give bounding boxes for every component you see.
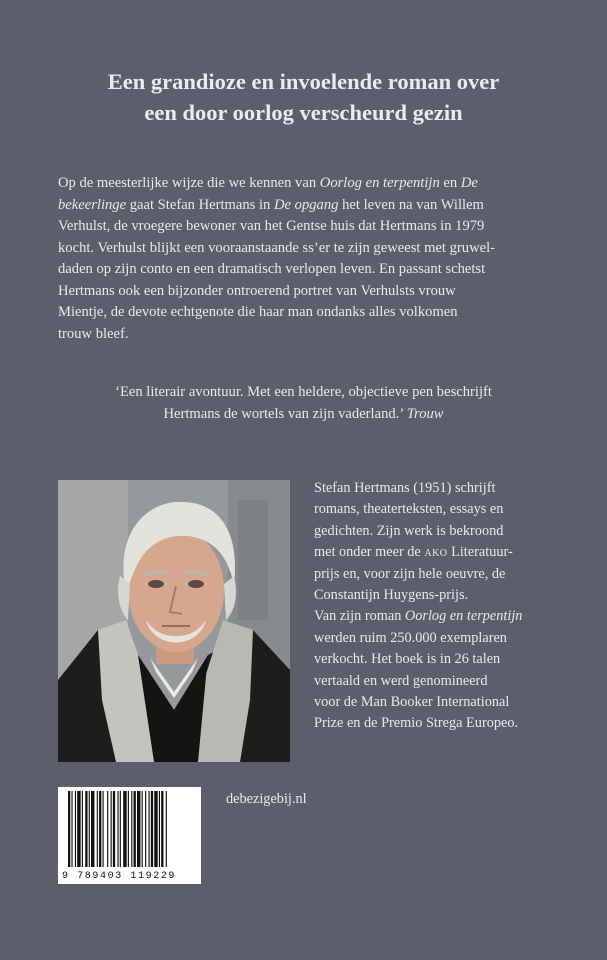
barcode-bar	[75, 791, 76, 867]
bio-line	[314, 606, 574, 627]
bio-line: werden ruim 250.000 exemplaren	[314, 629, 507, 646]
barcode-bar	[154, 791, 157, 867]
barcode-bars	[58, 787, 201, 871]
book-description	[58, 173, 558, 345]
review-quote	[40, 382, 567, 425]
barcode-bar	[151, 791, 153, 867]
description-line	[58, 195, 558, 217]
author-photo	[58, 480, 290, 762]
barcode-bar	[77, 791, 80, 867]
barcode-bar	[71, 791, 72, 867]
text: Op de meesterlijke wijze die we kennen van	[58, 175, 320, 191]
bio-line: gedichten. Zijn werk is bekroond	[314, 522, 504, 539]
isbn-number: 9 789403 119229	[62, 871, 177, 882]
barcode-bar	[68, 791, 70, 867]
bio-line: Constantijn Huygens-prijs.	[314, 586, 469, 603]
text: Literatuur-	[447, 544, 513, 561]
quote-source: Trouw	[406, 405, 444, 422]
bio-line: prijs en, voor zijn hele oeuvre, de	[314, 565, 506, 582]
author-portrait-illustration	[58, 480, 290, 762]
barcode-bar	[85, 791, 87, 867]
barcode-bar	[149, 791, 150, 867]
text: het leven na van Willem	[338, 196, 484, 213]
barcode-bar	[97, 791, 98, 867]
barcode-bar	[82, 791, 83, 867]
description-line: Mientje, de devote echtgenote die haar man ondanks alles volkomen	[58, 304, 458, 320]
barcode-bar	[111, 791, 112, 867]
barcode-bar	[128, 791, 129, 867]
headline	[40, 66, 567, 128]
barcode-bar	[89, 791, 90, 867]
bio-line: romans, theaterteksten, essays en	[314, 501, 504, 518]
barcode-bar	[117, 791, 118, 867]
quote-line-1: ‘Een literair avontuur. Met een heldere, objectieve pen beschrijft	[115, 384, 492, 400]
title-oorlog-en-terpentijn: Oorlog en terpentijn	[319, 175, 440, 191]
barcode-bar	[120, 791, 121, 867]
barcode-bar	[145, 791, 146, 867]
quote-line-2	[40, 404, 567, 426]
barcode-bar	[166, 791, 167, 867]
description-line: kocht. Verhulst blijkt een vooraanstaande ss’er te zijn geweest met gruwel-	[58, 239, 495, 256]
text: met onder meer de	[314, 544, 425, 561]
barcode-bar	[161, 791, 163, 867]
description-line: Hertmans ook een bijzonder ontroerend portret van Verhulsts vrouw	[58, 282, 456, 299]
bio-line: verkocht. Het boek is in 26 talen	[314, 651, 501, 668]
isbn-barcode	[58, 787, 201, 884]
publisher-website[interactable]: debezigebij.nl	[226, 791, 307, 807]
description-line: trouw bleef.	[58, 325, 129, 342]
barcode-bar	[123, 791, 126, 867]
barcode-bar	[137, 791, 140, 867]
description-line: daden op zijn conto en een dramatisch verlopen leven. En passant schetst	[58, 261, 486, 277]
barcode-bar	[159, 791, 160, 867]
bio-line	[314, 542, 574, 563]
barcode-bar	[142, 791, 143, 867]
barcode-bar	[103, 791, 104, 867]
headline-line-1: Een grandioze en invoelende roman over	[107, 69, 500, 94]
text: en	[439, 175, 461, 191]
bio-line: voor de Man Booker International	[314, 693, 510, 710]
title-de-opgang: De opgang	[274, 196, 339, 213]
barcode-bar	[107, 791, 108, 867]
headline-line-2: een door oorlog verscheurd gezin	[144, 100, 463, 125]
barcode-bar	[91, 791, 94, 867]
bio-line: vertaald en werd genomineerd	[314, 672, 488, 689]
description-line	[58, 173, 558, 195]
title-de-bekeerlinge: De	[460, 175, 478, 191]
bio-line: Prize en de Premio Strega Europeo.	[314, 715, 519, 732]
title-de-bekeerlinge-cont: bekeerlinge	[58, 196, 127, 213]
barcode-bar	[131, 791, 132, 867]
barcode-bar	[113, 791, 115, 867]
bio-line: Stefan Hertmans (1951) schrijft	[314, 480, 496, 496]
description-line: Verhulst, de vroegere bewoner van het Gentse huis dat Hertmans in 1979	[58, 218, 485, 234]
ako-prize-name: ako	[424, 544, 448, 561]
barcode-bar	[99, 791, 101, 867]
author-bio	[314, 478, 574, 735]
text: Van zijn roman	[314, 608, 405, 625]
title-oorlog-en-terpentijn: Oorlog en terpentijn	[404, 608, 523, 625]
barcode-bar	[134, 791, 136, 867]
text: gaat Stefan Hertmans in	[126, 196, 274, 213]
quote-text: Hertmans de wortels van zijn vaderland.’	[163, 405, 407, 422]
